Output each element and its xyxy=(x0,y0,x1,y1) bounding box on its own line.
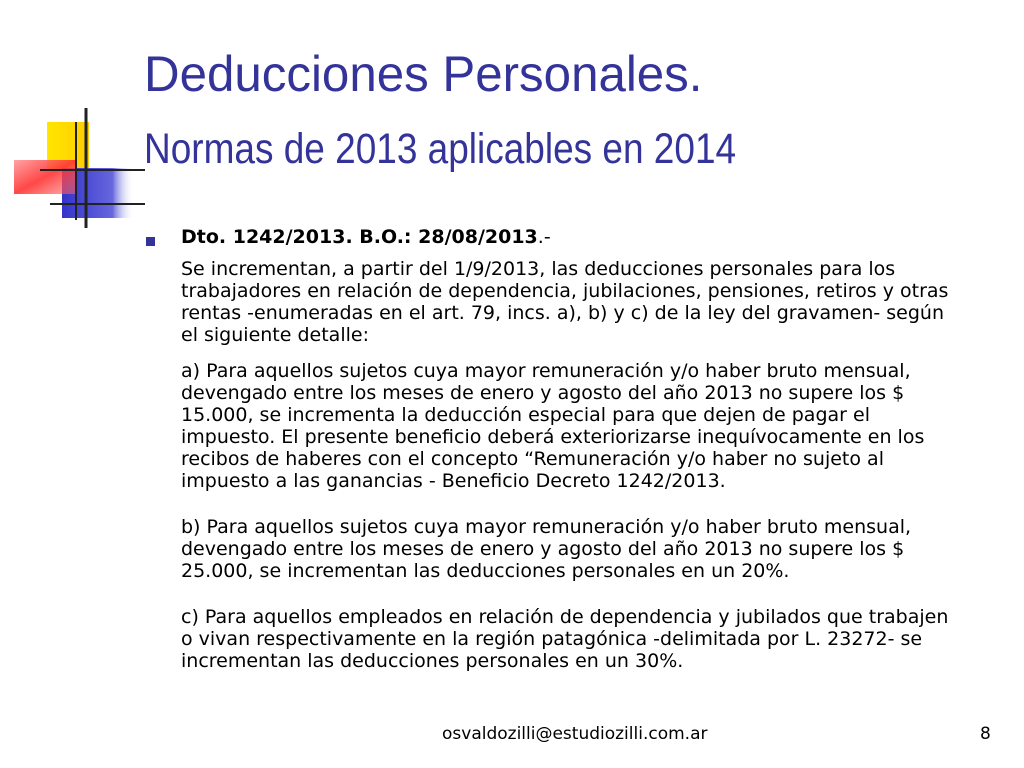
page-number: 8 xyxy=(980,724,991,744)
slide-subtitle: Normas de 2013 aplicables en 2014 xyxy=(144,125,737,173)
item-a-line: devengado entre los meses de enero y agosto del año 2013 no supere los $ xyxy=(181,382,905,404)
item-b-line: b) Para aquellos sujetos cuya mayor remuneración y/o haber bruto mensual, xyxy=(181,516,912,538)
decree-number: Dto. 1242/2013. B.O.: 28/08/2013 xyxy=(181,226,538,248)
item-b-line: 25.000, se incrementan las deducciones personales en un 20%. xyxy=(181,560,790,582)
intro-line: Se incrementan, a partir del 1/9/2013, las deducciones personales para los xyxy=(181,258,896,280)
slide-body xyxy=(181,226,1001,672)
footer-email: osvaldozilli@estudiozilli.com.ar xyxy=(442,724,708,744)
intro-paragraph xyxy=(181,258,1001,346)
decree-suffix: .- xyxy=(537,226,551,248)
intro-line: el siguiente detalle: xyxy=(181,324,369,346)
item-a-paragraph xyxy=(181,360,1001,492)
bullet-square-icon xyxy=(146,237,155,246)
item-a-line: a) Para aquellos sujetos cuya mayor remuneración y/o haber bruto mensual, xyxy=(181,360,911,382)
item-c-line: o vivan respectivamente en la región patagónica -delimitada por L. 23272- se xyxy=(181,628,923,650)
intro-line: trabajadores en relación de dependencia, jubilaciones, pensiones, retiros y otras xyxy=(181,280,949,302)
item-c-line: incrementan las deducciones personales en un 30%. xyxy=(181,650,684,672)
item-c-line: c) Para aquellos empleados en relación de dependencia y jubilados que trabajen xyxy=(181,606,949,628)
item-b-paragraph xyxy=(181,516,1001,582)
item-a-line: impuesto. El presente beneficio deberá exteriorizarse inequívocamente en los xyxy=(181,426,925,448)
decree-reference xyxy=(181,226,1001,248)
item-a-line: 15.000, se incrementa la deducción especial para que dejen de pagar el xyxy=(181,404,870,426)
item-c-paragraph xyxy=(181,606,1001,672)
slide-logo xyxy=(0,100,150,230)
intro-line: rentas -enumeradas en el art. 79, incs. a), b) y c) de la ley del gravamen- según xyxy=(181,302,945,324)
slide-title: Deducciones Personales. xyxy=(144,46,703,102)
item-a-line: recibos de haberes con el concepto “Remuneración y/o haber no sujeto al xyxy=(181,448,884,470)
item-a-line: impuesto a las ganancias - Beneficio Decreto 1242/2013. xyxy=(181,470,726,492)
item-b-line: devengado entre los meses de enero y agosto del año 2013 no supere los $ xyxy=(181,538,905,560)
